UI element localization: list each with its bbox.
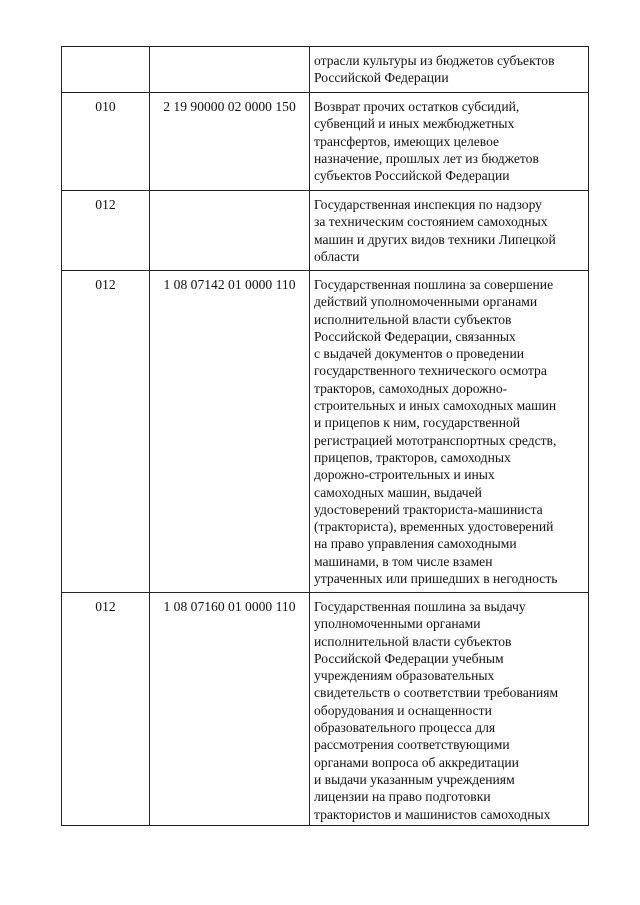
table-row <box>62 191 589 271</box>
table-row <box>62 271 589 593</box>
description-line: прицепов, тракторов, самоходных <box>314 449 511 465</box>
description-line: области <box>314 248 360 264</box>
kbk-code-cell <box>150 191 310 271</box>
description-line: органами вопроса об аккредитации <box>314 754 519 770</box>
description-line: действий уполномоченными органами <box>314 294 538 310</box>
description-line: дорожно-строительных и иных <box>314 467 495 483</box>
description-line: машин и других видов техники Липецкой <box>314 231 556 247</box>
admin-code-cell: 012 <box>62 191 150 271</box>
description-line: лицензии на право подготовки <box>314 789 491 805</box>
table-row <box>62 593 589 826</box>
description-line: утраченных или пришедших в негодность <box>314 571 558 587</box>
description-line: удостоверений тракториста-машиниста <box>314 501 543 517</box>
description-line: оборудования и оснащенности <box>314 702 492 718</box>
table-row <box>62 93 589 191</box>
kbk-code-cell <box>150 47 310 93</box>
description-line: уполномоченными органами <box>314 616 481 632</box>
description-line: регистрацией мототранспортных средств, <box>314 432 557 448</box>
description-line: Российской Федерации учебным <box>314 650 504 666</box>
admin-code-cell: 012 <box>62 593 150 826</box>
description-line: Государственная пошлина за совершение <box>314 277 554 292</box>
description-line: рассмотрения соответствующими <box>314 737 510 753</box>
table-row <box>62 47 589 93</box>
description-line: и прицепов к ним, государственной <box>314 415 521 431</box>
description-line: назначение, прошлых лет из бюджетов <box>314 150 539 166</box>
description-line: трансфертов, имеющих целевое <box>314 133 500 149</box>
description-cell <box>310 593 589 826</box>
description-line: на право управления самоходными <box>314 536 517 552</box>
description-line: субвенций и иных межбюджетных <box>314 116 515 132</box>
description-line: трактористов и машинистов самоходных <box>314 806 551 822</box>
description-line: Государственная пошлина за выдачу <box>314 599 526 614</box>
description-line: субъектов Российской Федерации <box>314 168 510 184</box>
description-line: с выдачей документов о проведении <box>314 346 524 362</box>
description-line: государственного технического осмотра <box>314 363 547 379</box>
description-cell <box>310 271 589 593</box>
description-line: машинами, в том числе взамен <box>314 553 493 569</box>
description-line: и выдачи указанным учреждениям <box>314 771 515 787</box>
admin-code-cell: 010 <box>62 93 150 191</box>
description-line: образовательного процесса для <box>314 720 496 736</box>
description-line: (тракториста), временных удостоверений <box>314 519 554 535</box>
description-line: исполнительной власти субъектов <box>314 311 512 327</box>
kbk-code-cell: 1 08 07142 01 0000 110 <box>150 271 310 593</box>
description-line: исполнительной власти субъектов <box>314 633 512 649</box>
description-cell <box>310 191 589 271</box>
description-line: свидетельств о соответствии требованиям <box>314 685 559 701</box>
description-line: Возврат прочих остатков субсидий, <box>314 99 520 114</box>
description-line: самоходных машин, выдачей <box>314 484 482 500</box>
description-line: Российской Федерации <box>314 70 449 86</box>
description-line: учреждениям образовательных <box>314 668 495 684</box>
description-line: Государственная инспекция по надзору <box>314 197 542 212</box>
description-line: Российской Федерации, связанных <box>314 328 516 344</box>
description-line: строительных и иных самоходных машин <box>314 398 557 414</box>
description-line: отрасли культуры из бюджетов субъектов <box>314 53 555 68</box>
kbk-code-cell: 2 19 90000 02 0000 150 <box>150 93 310 191</box>
budget-classification-table <box>61 46 589 826</box>
admin-code-cell <box>62 47 150 93</box>
kbk-code-cell: 1 08 07160 01 0000 110 <box>150 593 310 826</box>
description-cell <box>310 93 589 191</box>
admin-code-cell: 012 <box>62 271 150 593</box>
description-line: тракторов, самоходных дорожно- <box>314 380 508 396</box>
description-line: за техническим состоянием самоходных <box>314 214 548 230</box>
description-cell <box>310 47 589 93</box>
